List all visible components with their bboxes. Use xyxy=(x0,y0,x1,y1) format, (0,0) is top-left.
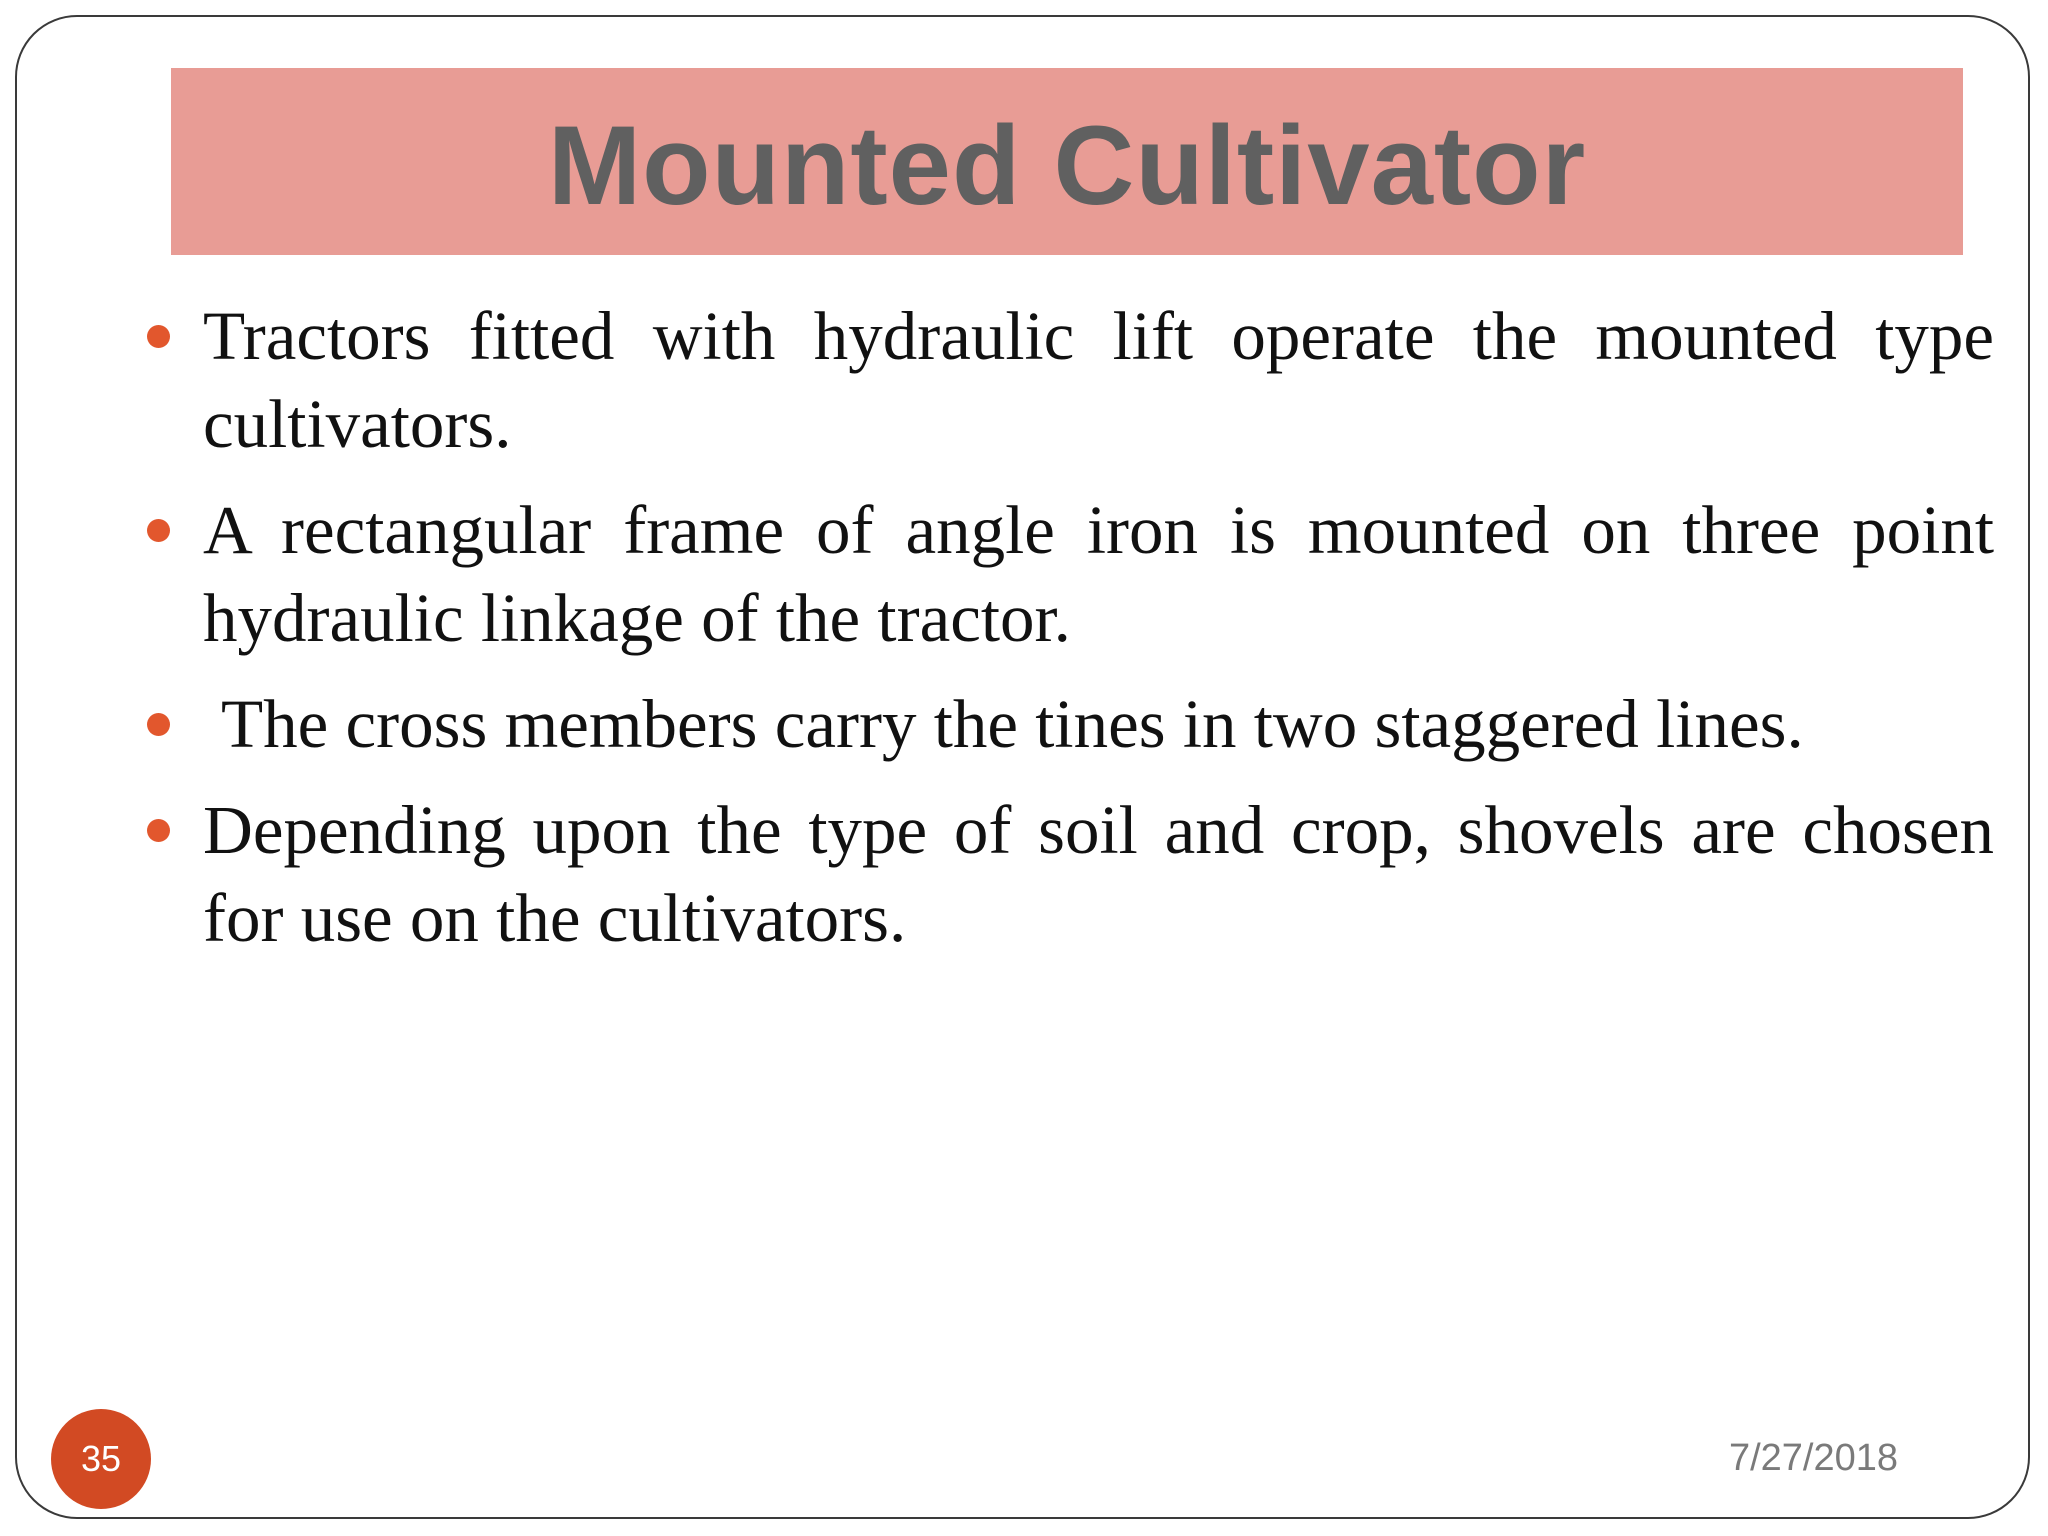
slide-title: Mounted Cultivator xyxy=(547,102,1587,228)
title-banner xyxy=(171,68,1963,255)
slide-date: 7/27/2018 xyxy=(1728,1437,1898,1479)
bullet-icon xyxy=(147,713,170,736)
list-item xyxy=(144,786,1994,962)
bullet-icon xyxy=(147,325,170,348)
bullet-icon xyxy=(147,519,170,542)
slide xyxy=(15,15,2030,1519)
bullet-text: A rectangular frame of angle iron is mounted on three point hydraulic linkage of the tractor. xyxy=(203,492,1994,656)
bullet-list xyxy=(144,292,1994,980)
list-item xyxy=(144,292,1994,468)
list-item xyxy=(144,486,1994,662)
bullet-text: Tractors fitted with hydraulic lift operate the mounted type cultivators. xyxy=(203,298,1994,462)
bullet-icon xyxy=(147,819,170,842)
bullet-text: Depending upon the type of soil and crop, shovels are chosen for use on the cultivators. xyxy=(203,792,1994,956)
page-number: 35 xyxy=(80,1438,122,1479)
bullet-text: The cross members carry the tines in two staggered lines. xyxy=(221,686,1804,762)
page-number-badge xyxy=(51,1409,151,1509)
list-item xyxy=(144,680,1994,768)
